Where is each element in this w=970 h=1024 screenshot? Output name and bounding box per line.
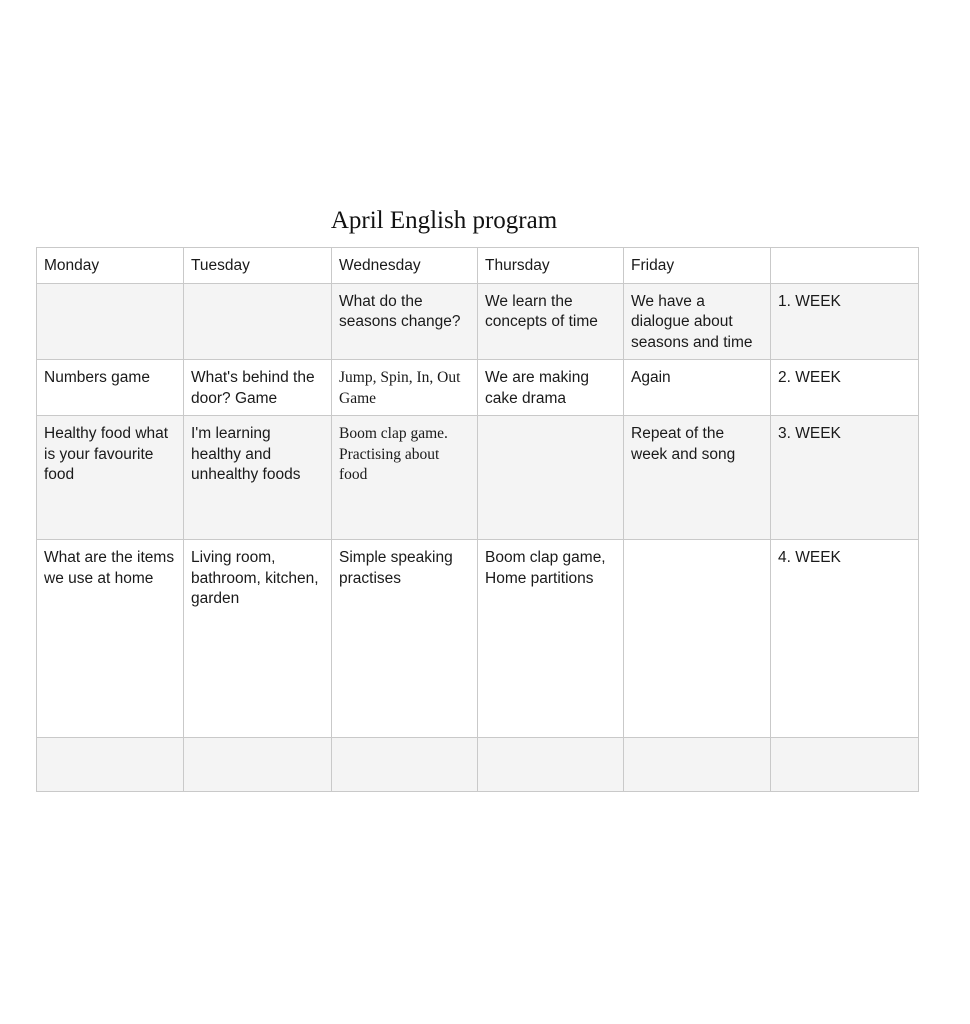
table-cell: Boom clap game. Practising about food	[332, 416, 478, 540]
table-cell	[478, 738, 624, 792]
table-cell	[37, 283, 184, 360]
table-cell: What do the seasons change?	[332, 283, 478, 360]
header-cell-wednesday: Wednesday	[332, 248, 478, 284]
table-cell	[478, 416, 624, 540]
table-row	[37, 540, 919, 738]
table-cell	[771, 738, 919, 792]
table-cell: Again	[624, 360, 771, 416]
header-cell-week	[771, 248, 919, 284]
table-cell: Repeat of the week and song	[624, 416, 771, 540]
week-label-cell: 2. WEEK	[771, 360, 919, 416]
table-cell: Simple speaking practises	[332, 540, 478, 738]
table-cell	[184, 738, 332, 792]
week-label-cell: 4. WEEK	[771, 540, 919, 738]
table-row	[37, 738, 919, 792]
header-cell-monday: Monday	[37, 248, 184, 284]
table-row	[37, 360, 919, 416]
table-cell: We learn the concepts of time	[478, 283, 624, 360]
program-table	[36, 247, 919, 792]
header-cell-thursday: Thursday	[478, 248, 624, 284]
table-cell: What are the items we use at home	[37, 540, 184, 738]
table-cell	[332, 738, 478, 792]
table-cell: I'm learning healthy and unhealthy foods	[184, 416, 332, 540]
table-row	[37, 416, 919, 540]
table-cell: Boom clap game, Home partitions	[478, 540, 624, 738]
table-cell	[624, 738, 771, 792]
table-cell	[624, 540, 771, 738]
table-cell: Jump, Spin, In, Out Game	[332, 360, 478, 416]
table-cell: What's behind the door? Game	[184, 360, 332, 416]
table-cell: Living room, bathroom, kitchen, garden	[184, 540, 332, 738]
table-cell: Numbers game	[37, 360, 184, 416]
table-cell: Healthy food what is your favourite food	[37, 416, 184, 540]
table-cell: We are making cake drama	[478, 360, 624, 416]
table-cell	[184, 283, 332, 360]
header-cell-tuesday: Tuesday	[184, 248, 332, 284]
page-title: April English program	[330, 207, 558, 234]
week-label-cell: 3. WEEK	[771, 416, 919, 540]
week-label-cell: 1. WEEK	[771, 283, 919, 360]
table-cell: We have a dialogue about seasons and time	[624, 283, 771, 360]
header-row	[37, 248, 919, 284]
header-cell-friday: Friday	[624, 248, 771, 284]
table-cell	[37, 738, 184, 792]
table-row	[37, 283, 919, 360]
